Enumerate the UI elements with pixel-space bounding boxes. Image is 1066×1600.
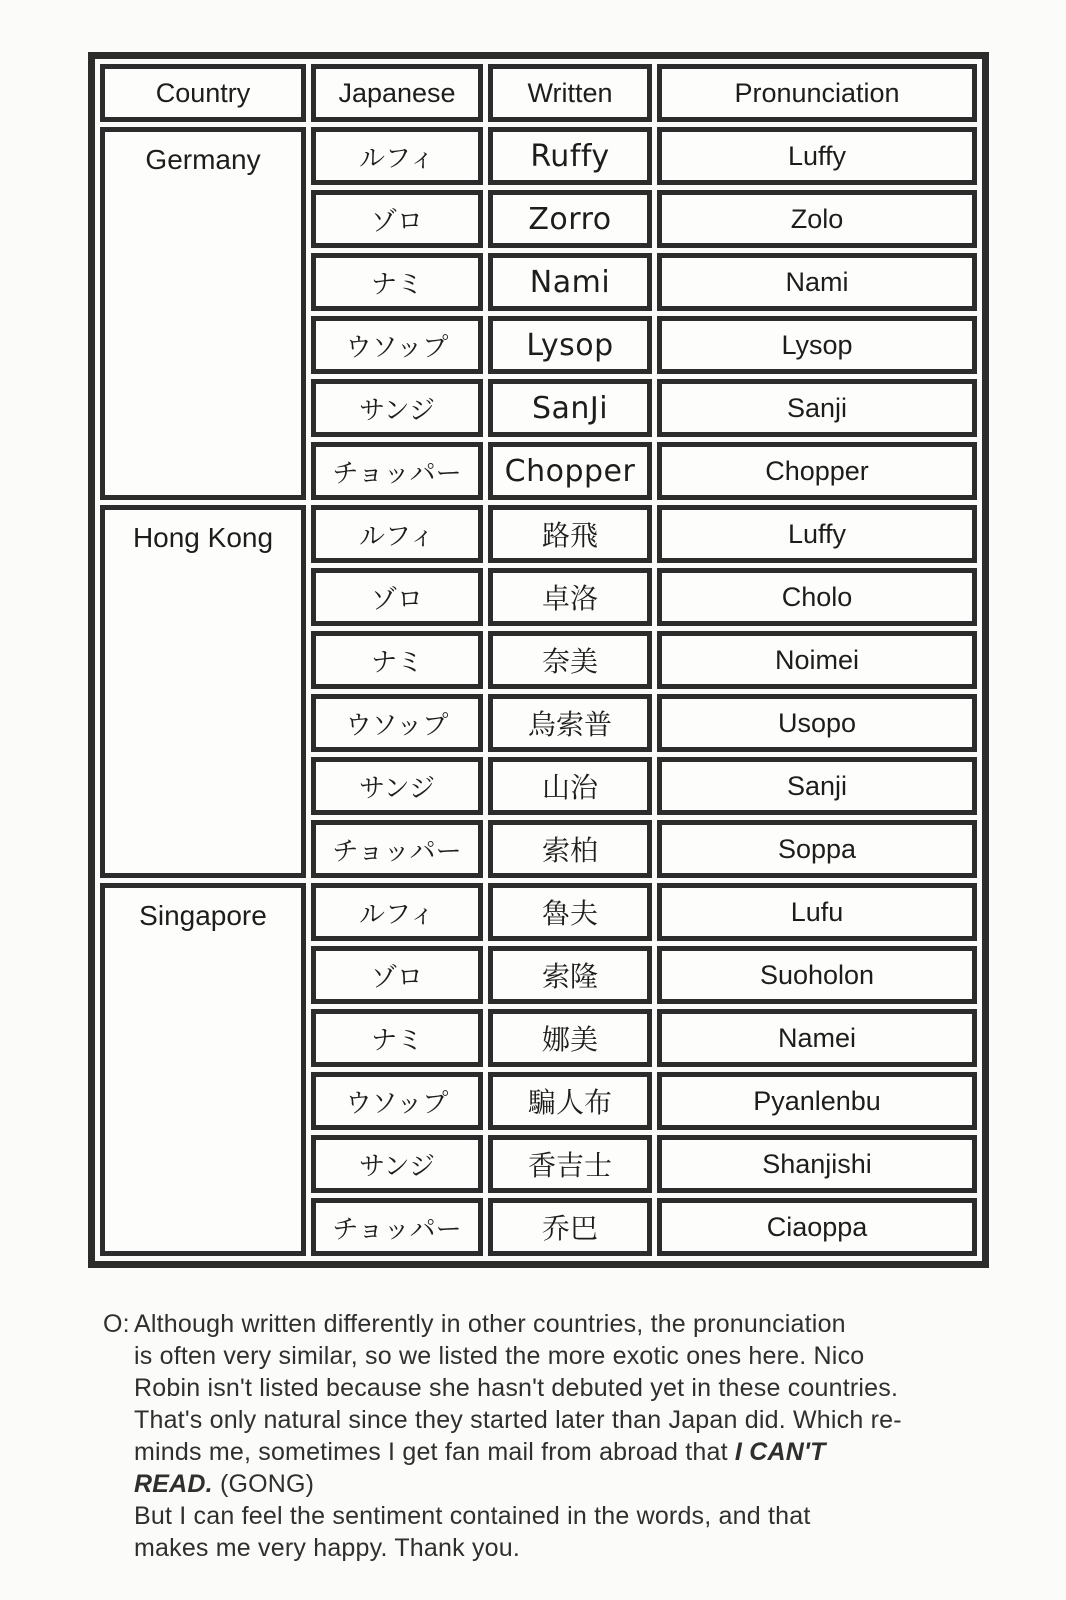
pronunciation-cell: Namei xyxy=(657,1009,977,1067)
pronunciation-cell: Luffy xyxy=(657,505,977,563)
note-text: minds me, sometimes I get fan mail from abroad that xyxy=(134,1438,735,1466)
pronunciation-cell: Chopper xyxy=(657,442,977,500)
japanese-cell: チョッパー xyxy=(311,442,483,500)
author-note xyxy=(103,1308,1003,1564)
note-line: is often very similar, so we listed the more exotic ones here. Nico xyxy=(134,1342,865,1370)
header-pronunciation: Pronunciation xyxy=(657,64,977,122)
written-cell: 魯夫 xyxy=(488,883,652,941)
country-cell-germany: Germany xyxy=(100,127,306,500)
note-line: But I can feel the sentiment contained in the words, and that xyxy=(134,1502,811,1530)
japanese-cell: サンジ xyxy=(311,757,483,815)
written-cell: 奈美 xyxy=(488,631,652,689)
header-written: Written xyxy=(488,64,652,122)
japanese-cell: ウソップ xyxy=(311,694,483,752)
header-country: Country xyxy=(100,64,306,122)
written-cell: 索柏 xyxy=(488,820,652,878)
table-row xyxy=(100,883,977,941)
japanese-cell: ルフィ xyxy=(311,883,483,941)
pronunciation-cell: Noimei xyxy=(657,631,977,689)
table-row xyxy=(100,505,977,563)
japanese-cell: チョッパー xyxy=(311,820,483,878)
written-cell: Nami xyxy=(488,253,652,311)
country-cell-hong-kong: Hong Kong xyxy=(100,505,306,878)
written-cell: 路飛 xyxy=(488,505,652,563)
pronunciation-cell: Sanji xyxy=(657,379,977,437)
note-line: makes me very happy. Thank you. xyxy=(134,1534,521,1562)
written-cell: 香吉士 xyxy=(488,1135,652,1193)
note-text: (GONG) xyxy=(212,1470,315,1498)
country-cell-singapore: Singapore xyxy=(100,883,306,1256)
japanese-cell: ウソップ xyxy=(311,316,483,374)
written-cell: 索隆 xyxy=(488,946,652,1004)
written-cell: 娜美 xyxy=(488,1009,652,1067)
japanese-cell: ナミ xyxy=(311,631,483,689)
emphasized-text: READ. xyxy=(134,1470,213,1498)
japanese-cell: ナミ xyxy=(311,253,483,311)
written-cell: Zorro xyxy=(488,190,652,248)
emphasized-text: I CAN'T xyxy=(734,1438,826,1466)
written-cell: SanJi xyxy=(488,379,652,437)
written-cell: 山治 xyxy=(488,757,652,815)
pronunciation-cell: Soppa xyxy=(657,820,977,878)
written-cell: Ruffy xyxy=(488,127,652,185)
pronunciation-cell: Suoholon xyxy=(657,946,977,1004)
japanese-cell: ゾロ xyxy=(311,568,483,626)
note-line xyxy=(103,1436,1003,1468)
pronunciation-cell: Lufu xyxy=(657,883,977,941)
japanese-cell: ルフィ xyxy=(311,505,483,563)
japanese-cell: ナミ xyxy=(311,1009,483,1067)
written-cell: Chopper xyxy=(488,442,652,500)
pronunciation-cell: Shanjishi xyxy=(657,1135,977,1193)
written-cell: 騙人布 xyxy=(488,1072,652,1130)
japanese-cell: ルフィ xyxy=(311,127,483,185)
character-names-table xyxy=(88,52,989,1268)
pronunciation-cell: Lysop xyxy=(657,316,977,374)
note-line xyxy=(103,1308,1003,1340)
pronunciation-cell: Nami xyxy=(657,253,977,311)
table-row xyxy=(100,127,977,185)
written-cell: 卓洛 xyxy=(488,568,652,626)
pronunciation-cell: Luffy xyxy=(657,127,977,185)
japanese-cell: ウソップ xyxy=(311,1072,483,1130)
written-cell: 乔巴 xyxy=(488,1198,652,1256)
japanese-cell: ゾロ xyxy=(311,946,483,1004)
table-header-row xyxy=(100,64,977,122)
note-line xyxy=(103,1468,1003,1500)
pronunciation-cell: Ciaoppa xyxy=(657,1198,977,1256)
note-line: Robin isn't listed because she hasn't debuted yet in these countries. xyxy=(134,1374,899,1402)
pronunciation-cell: Sanji xyxy=(657,757,977,815)
japanese-cell: ゾロ xyxy=(311,190,483,248)
header-japanese: Japanese xyxy=(311,64,483,122)
pronunciation-cell: Pyanlenbu xyxy=(657,1072,977,1130)
japanese-cell: サンジ xyxy=(311,1135,483,1193)
japanese-cell: サンジ xyxy=(311,379,483,437)
pronunciation-cell: Cholo xyxy=(657,568,977,626)
note-text: Although written differently in other countries, the pronunciation xyxy=(134,1310,846,1338)
written-cell: Lysop xyxy=(488,316,652,374)
pronunciation-cell: Usopo xyxy=(657,694,977,752)
japanese-cell: チョッパー xyxy=(311,1198,483,1256)
written-cell: 烏索普 xyxy=(488,694,652,752)
note-line: That's only natural since they started later than Japan did. Which re- xyxy=(134,1406,902,1434)
pronunciation-cell: Zolo xyxy=(657,190,977,248)
oda-answer-prefix: O: xyxy=(103,1310,130,1338)
